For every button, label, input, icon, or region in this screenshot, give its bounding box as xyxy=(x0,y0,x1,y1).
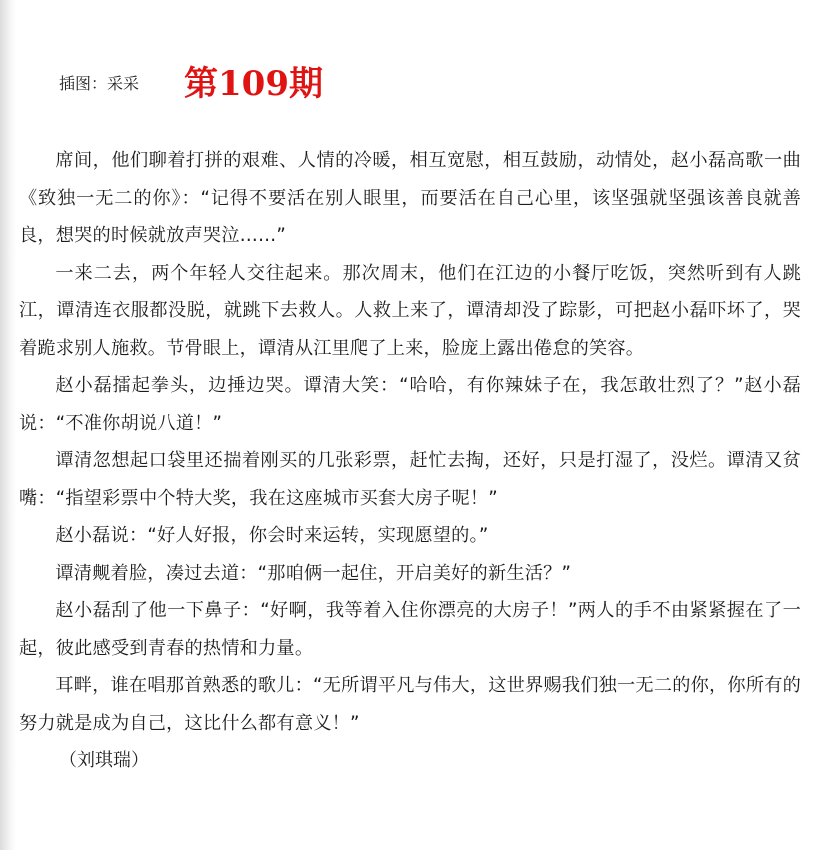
article-author: （刘琪瑞） xyxy=(59,750,149,771)
article-paragraph-4: 谭清忽想起口袋里还揣着刚买的几张彩票，赶忙去掏，还好，只是打湿了，没烂。谭清又贫嘴：“指望彩票中个特大奖，我在这座城市买套大房子呢！” xyxy=(19,450,801,509)
article-paragraph-6: 谭清觍着脸，凑过去道：“那咱俩一起住，开启美好的新生活？” xyxy=(55,562,572,584)
article-body xyxy=(19,142,801,779)
article-header xyxy=(19,64,801,108)
article-paragraph-5: 赵小磊说：“好人好报，你会时来运转，实现愿望的。” xyxy=(55,525,489,546)
page-edge-shadow xyxy=(0,0,16,850)
issue-number: 第109期 xyxy=(184,64,323,104)
article-paragraph-2: 一来二去，两个年轻人交往起来。那次周末，他们在江边的小餐厅吃饭，突然听到有人跳江，谭清连衣服都没脱，就跳下去救人。人救上来了，谭清却没了踪影，可把赵小磊吓坏了，哭着跪求别人施救。节骨眼上，谭清从江里爬了上来，脸庞上露出倦怠的笑容。 xyxy=(19,262,801,359)
article-paragraph-8: 耳畔，谁在唱那首熟悉的歌儿：“无所谓平凡与伟大，这世界赐我们独一无二的你，你所有的努力就是成为自己，这比什么都有意义！” xyxy=(19,675,801,734)
article-paragraph-7: 赵小磊刮了他一下鼻子：“好啊，我等着入住你漂亮的大房子！”两人的手不由紧紧握在了一起，彼此感受到青春的热情和力量。 xyxy=(19,600,801,659)
illustration-credit: 插图：采采 xyxy=(59,74,140,93)
article-paragraph-3: 赵小磊擂起拳头，边捶边哭。谭清大笑：“哈哈，有你辣妹子在，我怎敢壮烈了？”赵小磊说：“不准你胡说八道！” xyxy=(19,375,801,434)
article-page xyxy=(19,0,801,850)
article-paragraph-1: 席间，他们聊着打拼的艰难、人情的冷暖，相互宽慰，相互鼓励，动情处，赵小磊高歌一曲《致独一无二的你》：“记得不要活在别人眼里，而要活在自己心里，该坚强就坚强该善良就善良，想哭的时候就放声哭泣……” xyxy=(19,150,801,246)
